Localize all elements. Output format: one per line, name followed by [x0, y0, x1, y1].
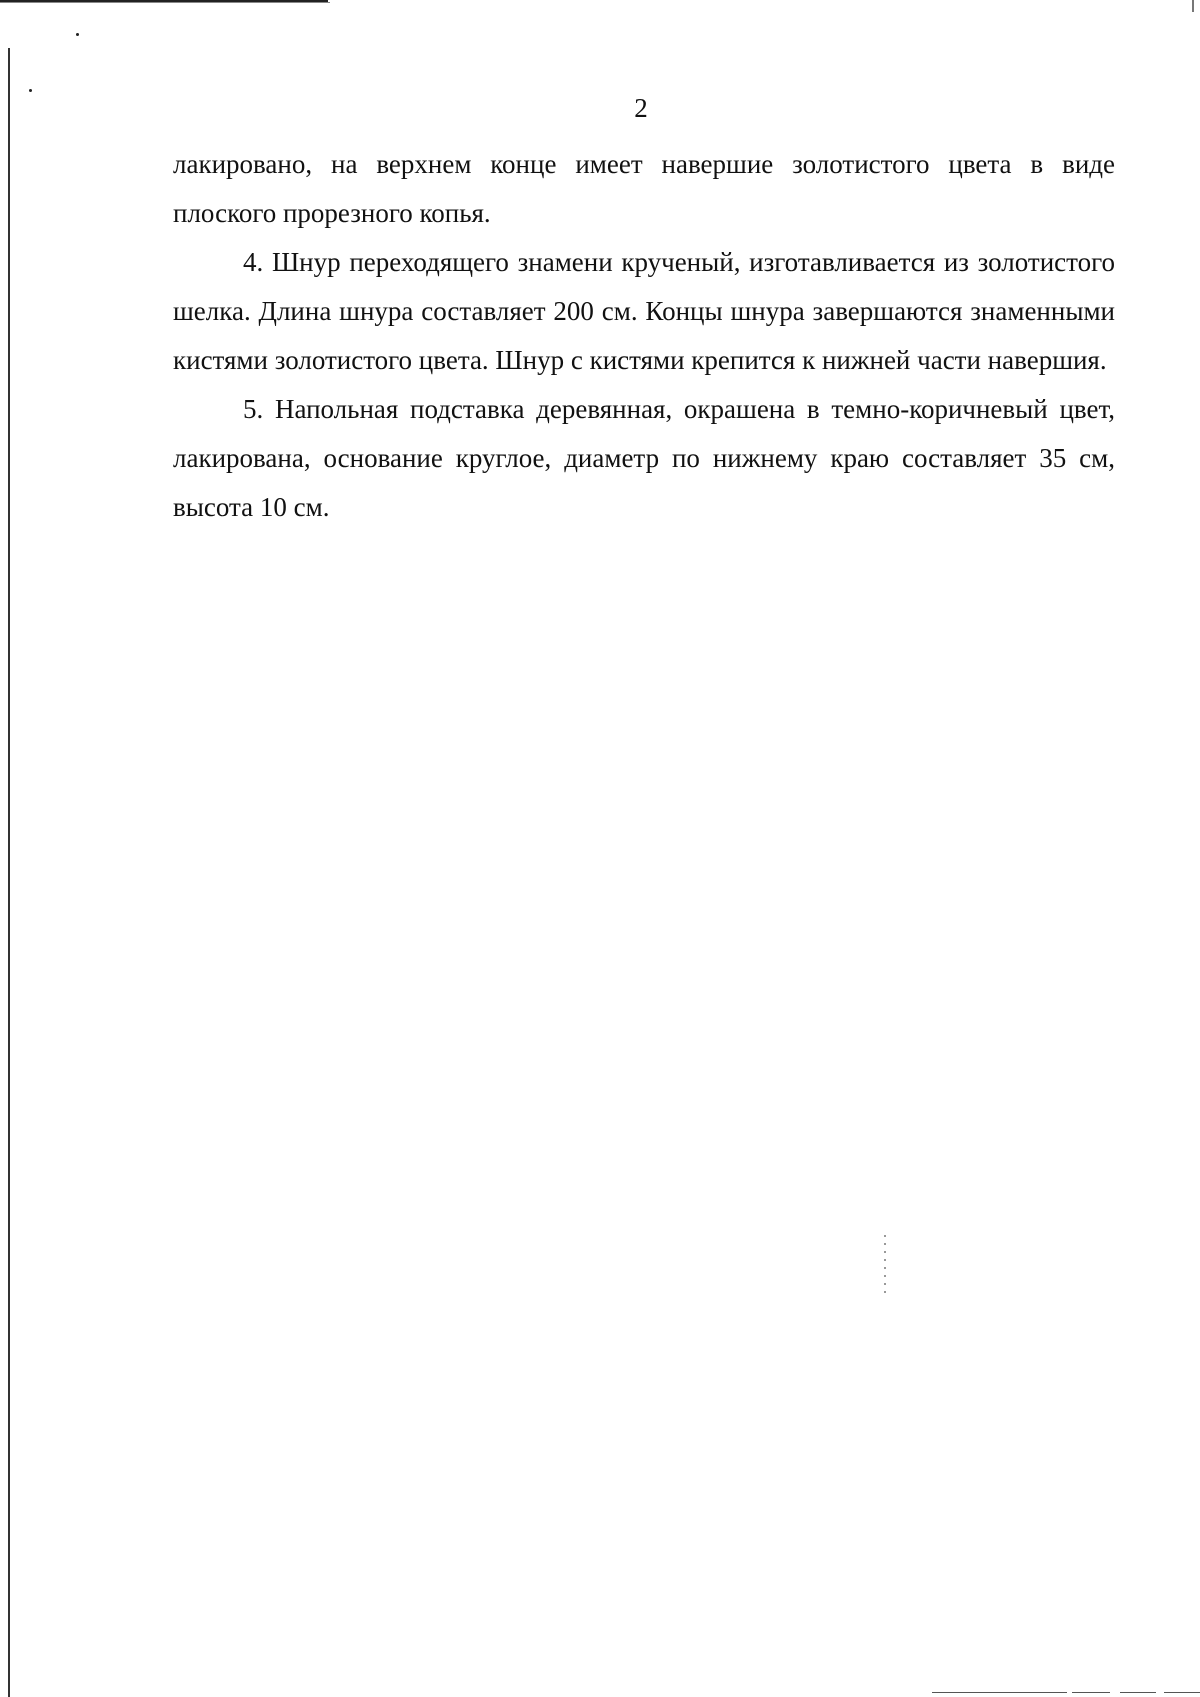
scan-speck — [76, 33, 79, 36]
page-number: 2 — [634, 93, 648, 123]
scan-border-bottom — [1072, 1692, 1110, 1693]
scan-border-bottom — [1164, 1692, 1200, 1693]
scan-dot-trail — [884, 1232, 886, 1296]
scan-border-bottom — [932, 1692, 1067, 1693]
scan-border-left — [8, 48, 10, 1697]
paragraph-item-5: 5. Напольная подставка деревянная, окрашена в темно-коричневый цвет, лакирована, основание круглое, диаметр по нижнему краю составляет 35 см, высота 10 см. — [173, 394, 1115, 522]
paragraph-item-4: 4. Шнур переходящего знамени крученый, изготавливается из золотистого шелка. Длина шнура составляет 200 см. Концы шнура завершаются знаменными кистями золотистого цвета. Шнур с кистями крепится к нижней части навершия. — [173, 247, 1115, 375]
scan-border-top-shadow — [0, 2, 330, 3]
scan-border-bottom — [1120, 1692, 1156, 1693]
document-body — [173, 140, 1115, 532]
paragraph-continuation: лакировано, на верхнем конце имеет навершие золотистого цвета в виде плоского прорезного копья. — [173, 149, 1115, 228]
scan-mark-top-right — [1192, 0, 1194, 12]
